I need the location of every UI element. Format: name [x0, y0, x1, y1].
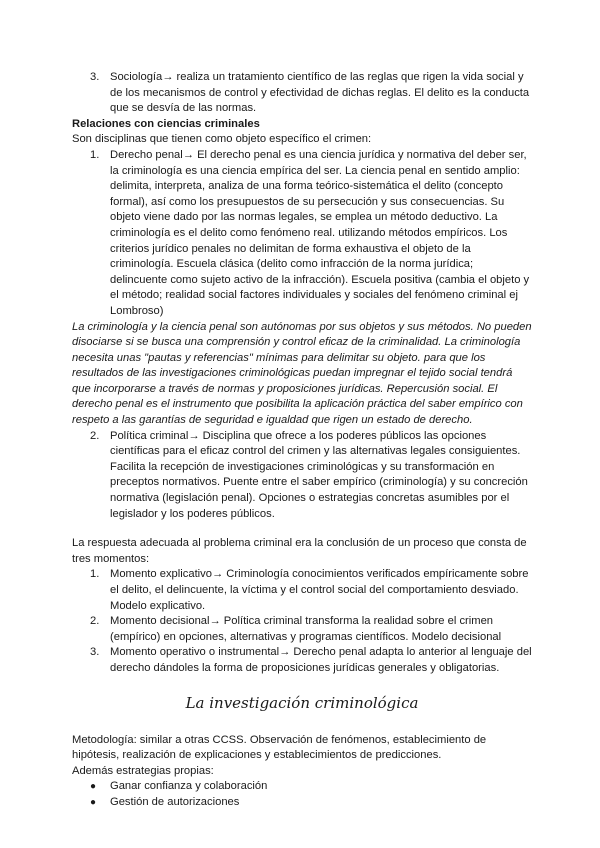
- list-number: 2.: [90, 429, 100, 442]
- bullet-item-text: Ganar confianza y colaboración: [110, 780, 268, 793]
- list-number: 2.: [90, 615, 100, 628]
- relations-intro: Son disciplinas que tienen como objeto específico el crimen:: [72, 133, 372, 146]
- spacer: [72, 522, 532, 536]
- bullet-item-autorizaciones: [72, 795, 532, 811]
- list-number: 1.: [90, 568, 100, 581]
- list-item-derecho-penal: [72, 148, 532, 320]
- list-item-text: Derecho penal→ El derecho penal es una ciencia jurídica y normativa del deber ser, la criminología es una ciencia empírica del ser. La ciencia penal en sentido amplio: delimita, interpreta, analiza de una forma teórico-sistemática el delito (concepto formal), así como los presupuestos de su persecución y sus consecuencias. Su objeto viene dado por las normas legales, se emplea un método deductivo. La criminología es el delito como fenómeno real. utilizando métodos empíricos. Los criterios jurídico penales no delimitan de forma exhaustiva el objeto de la criminología. Escuela clásica (delito como infracción de la norma jurídica; delincuente como sujeto activo de la infracción). Escuela positiva (cambia el objeto y el método; realidad social factores individuales y sociales del fenómeno criminal ej Lombroso): [110, 148, 530, 317]
- section-heading-relaciones: Relaciones con ciencias criminales: [72, 117, 260, 130]
- bullet-item-text: Gestión de autorizaciones: [110, 795, 240, 808]
- list-item-text: Sociología→ realiza un tratamiento científico de las reglas que rigen la vida social y de los mecanismos de control y efectividad de dichas reglas. El delito es la conducta que se desvía de las normas.: [110, 71, 530, 115]
- list-item-momento-decisional: [72, 614, 532, 645]
- document-page: [72, 70, 532, 811]
- list-item-momento-explicativo: [72, 567, 532, 614]
- list-item-text: Momento decisional→ Política criminal transforma la realidad sobre el crimen (empírico) en opciones, alternativas y programas científicos. Modelo decisional: [110, 615, 502, 643]
- list-number: 3.: [90, 646, 100, 659]
- bullet-icon: ●: [90, 796, 97, 808]
- list-item-momento-operativo: [72, 645, 532, 676]
- list-item-text: Momento explicativo→ Criminología conocimientos verificados empíricamente sobre el delito, el delincuente, la víctima y el control social del comportamiento desviado. Modelo explicativo.: [110, 568, 529, 612]
- section-title-investigacion: La investigación criminológica: [185, 693, 419, 712]
- list-number: 3.: [90, 71, 100, 83]
- list-item-sociologia: [72, 70, 532, 117]
- list-item-politica-criminal: [72, 429, 532, 523]
- list-item-text: Momento operativo o instrumental→ Derecho penal adapta lo anterior al lenguaje del derecho dándoles la forma de proposiciones jurídicas generales y obligatorias.: [110, 646, 532, 674]
- strategies-intro: Además estrategias propias:: [72, 764, 214, 777]
- methodology-paragraph: Metodología: similar a otras CCSS. Observación de fenómenos, establecimiento de hipótesis, realización de explicaciones y establecimientos de predicciones.: [72, 733, 487, 762]
- italic-paragraph: La criminología y la ciencia penal son autónomas por sus objetos y sus métodos. No pueden disociarse si se busca una comprensión y control eficaz de la criminalidad. La criminología necesita unas "pautas y referencias" mínimas para delimitar su objeto. para que los resultados de las investigaciones criminológicas puedan impregnar el tejido social tendrá que incorporarse a través de normas y proposiciones jurídicas. Repercusión social. El derecho penal es el instrumento que posibilita la aplicación práctica del saber empírico con respeto a las garantías de seguridad e igualdad que rigen un estado de derecho.: [72, 320, 532, 427]
- bullet-icon: ●: [90, 781, 97, 793]
- list-number: 1.: [90, 148, 100, 161]
- list-item-text: Política criminal→ Disciplina que ofrece a los poderes públicos las opciones científicas para el eficaz control del crimen y las alternativas legales consiguientes. Facilita la recepción de investigaciones criminológicas y su transformación en preceptos normativos. Puente entre el saber empírico (criminología) y su concreción normativa (legislación penal). Opciones o estrategias concretas asumibles por el legislador y los poderes públicos.: [110, 429, 528, 520]
- response-intro: La respuesta adecuada al problema criminal era la conclusión de un proceso que consta de tres momentos:: [72, 537, 527, 565]
- bullet-item-confianza: [72, 779, 532, 795]
